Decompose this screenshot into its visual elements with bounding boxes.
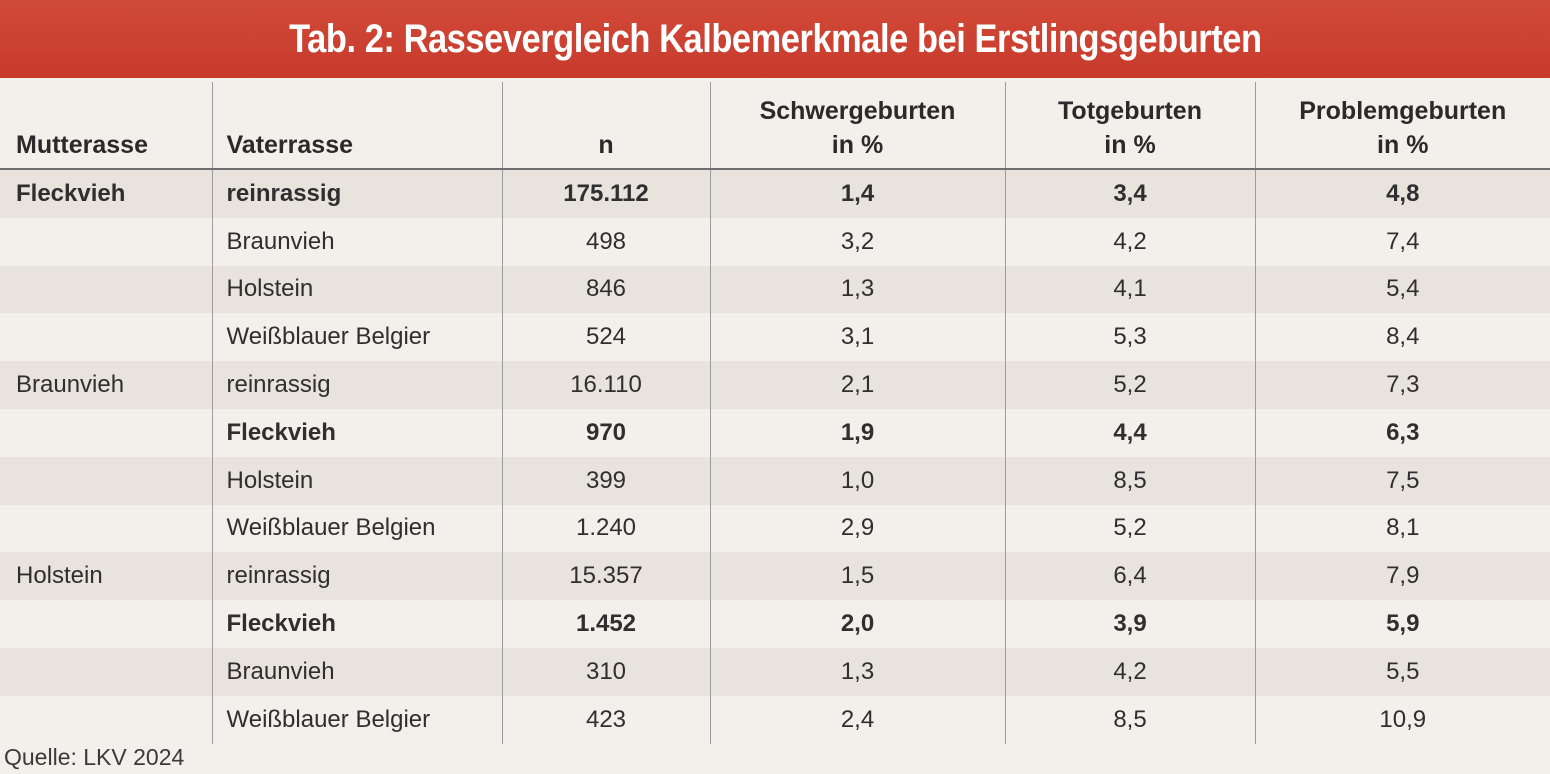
cell-n: 1.240 <box>502 505 710 553</box>
table-row <box>0 505 1550 553</box>
cell-schwergeburten: 1,5 <box>710 552 1005 600</box>
cell-vaterrasse: Fleckvieh <box>212 409 502 457</box>
table-row <box>0 266 1550 314</box>
cell-schwergeburten: 1,3 <box>710 648 1005 696</box>
cell-schwergeburten: 1,3 <box>710 266 1005 314</box>
table-row <box>0 648 1550 696</box>
cell-mutterrasse <box>0 409 212 457</box>
cell-totgeburten: 3,9 <box>1005 600 1255 648</box>
cell-vaterrasse: Holstein <box>212 457 502 505</box>
table-row <box>0 361 1550 409</box>
table-row <box>0 600 1550 648</box>
cell-schwergeburten: 2,0 <box>710 600 1005 648</box>
header-mutterrasse: Mutterasse <box>0 82 212 169</box>
cell-schwergeburten: 3,2 <box>710 218 1005 266</box>
cell-mutterrasse <box>0 457 212 505</box>
cell-totgeburten: 5,3 <box>1005 313 1255 361</box>
cell-n: 175.112 <box>502 169 710 218</box>
header-vaterrasse: Vaterrasse <box>212 82 502 169</box>
cell-schwergeburten: 1,9 <box>710 409 1005 457</box>
cell-totgeburten: 4,1 <box>1005 266 1255 314</box>
cell-problemgeburten: 8,4 <box>1255 313 1550 361</box>
table-title: Tab. 2: Rassevergleich Kalbemerkmale bei Erstlingsgeburten <box>288 16 1262 61</box>
header-row <box>0 82 1550 169</box>
cell-vaterrasse: reinrassig <box>212 552 502 600</box>
cell-totgeburten: 4,4 <box>1005 409 1255 457</box>
cell-vaterrasse: Holstein <box>212 266 502 314</box>
cell-vaterrasse: reinrassig <box>212 169 502 218</box>
cell-problemgeburten: 4,8 <box>1255 169 1550 218</box>
cell-problemgeburten: 8,1 <box>1255 505 1550 553</box>
cell-n: 970 <box>502 409 710 457</box>
cell-problemgeburten: 7,4 <box>1255 218 1550 266</box>
cell-problemgeburten: 7,3 <box>1255 361 1550 409</box>
cell-mutterrasse <box>0 696 212 744</box>
cell-schwergeburten: 2,4 <box>710 696 1005 744</box>
table-row <box>0 696 1550 744</box>
table-row <box>0 552 1550 600</box>
table-row <box>0 169 1550 218</box>
cell-problemgeburten: 5,4 <box>1255 266 1550 314</box>
cell-problemgeburten: 5,9 <box>1255 600 1550 648</box>
cell-totgeburten: 4,2 <box>1005 218 1255 266</box>
cell-n: 399 <box>502 457 710 505</box>
table-header <box>0 82 1550 169</box>
cell-n: 15.357 <box>502 552 710 600</box>
cell-mutterrasse: Braunvieh <box>0 361 212 409</box>
cell-n: 1.452 <box>502 600 710 648</box>
cell-schwergeburten: 2,1 <box>710 361 1005 409</box>
cell-mutterrasse <box>0 313 212 361</box>
cell-problemgeburten: 10,9 <box>1255 696 1550 744</box>
cell-n: 423 <box>502 696 710 744</box>
header-totgeburten-line2: in % <box>1104 131 1156 159</box>
table-row <box>0 409 1550 457</box>
cell-mutterrasse <box>0 505 212 553</box>
table-row <box>0 457 1550 505</box>
table-body <box>0 169 1550 744</box>
cell-mutterrasse: Holstein <box>0 552 212 600</box>
cell-mutterrasse: Fleckvieh <box>0 169 212 218</box>
cell-n: 524 <box>502 313 710 361</box>
cell-vaterrasse: Fleckvieh <box>212 600 502 648</box>
header-schwergeburten-line2: in % <box>831 131 884 159</box>
header-problemgeburten-line2: in % <box>1377 131 1429 159</box>
header-problemgeburten <box>1255 82 1550 169</box>
cell-mutterrasse <box>0 648 212 696</box>
cell-vaterrasse: Weißblauer Belgier <box>212 696 502 744</box>
cell-n: 310 <box>502 648 710 696</box>
cell-totgeburten: 3,4 <box>1005 169 1255 218</box>
cell-totgeburten: 8,5 <box>1005 696 1255 744</box>
cell-totgeburten: 6,4 <box>1005 552 1255 600</box>
header-schwergeburten <box>710 82 1005 169</box>
cell-n: 846 <box>502 266 710 314</box>
cell-totgeburten: 5,2 <box>1005 361 1255 409</box>
cell-schwergeburten: 1,4 <box>710 169 1005 218</box>
cell-vaterrasse: Weißblauer Belgien <box>212 505 502 553</box>
header-totgeburten-line1: Totgeburten <box>1058 97 1202 125</box>
cell-schwergeburten: 1,0 <box>710 457 1005 505</box>
header-schwergeburten-line1: Schwergeburten <box>759 97 956 125</box>
cell-problemgeburten: 5,5 <box>1255 648 1550 696</box>
cell-problemgeburten: 7,9 <box>1255 552 1550 600</box>
cell-problemgeburten: 6,3 <box>1255 409 1550 457</box>
cell-mutterrasse <box>0 266 212 314</box>
title-bar <box>0 0 1550 78</box>
cell-schwergeburten: 2,9 <box>710 505 1005 553</box>
cell-problemgeburten: 7,5 <box>1255 457 1550 505</box>
breed-comparison-table <box>0 82 1550 744</box>
header-totgeburten <box>1005 82 1255 169</box>
table-row <box>0 218 1550 266</box>
cell-totgeburten: 4,2 <box>1005 648 1255 696</box>
cell-totgeburten: 5,2 <box>1005 505 1255 553</box>
cell-mutterrasse <box>0 600 212 648</box>
header-problemgeburten-line1: Problemgeburten <box>1299 97 1507 125</box>
cell-vaterrasse: Weißblauer Belgier <box>212 313 502 361</box>
cell-vaterrasse: reinrassig <box>212 361 502 409</box>
table-row <box>0 313 1550 361</box>
cell-vaterrasse: Braunvieh <box>212 648 502 696</box>
cell-n: 498 <box>502 218 710 266</box>
cell-n: 16.110 <box>502 361 710 409</box>
cell-totgeburten: 8,5 <box>1005 457 1255 505</box>
cell-mutterrasse <box>0 218 212 266</box>
cell-schwergeburten: 3,1 <box>710 313 1005 361</box>
cell-vaterrasse: Braunvieh <box>212 218 502 266</box>
header-n: n <box>502 82 710 169</box>
source-note: Quelle: LKV 2024 <box>4 744 185 770</box>
